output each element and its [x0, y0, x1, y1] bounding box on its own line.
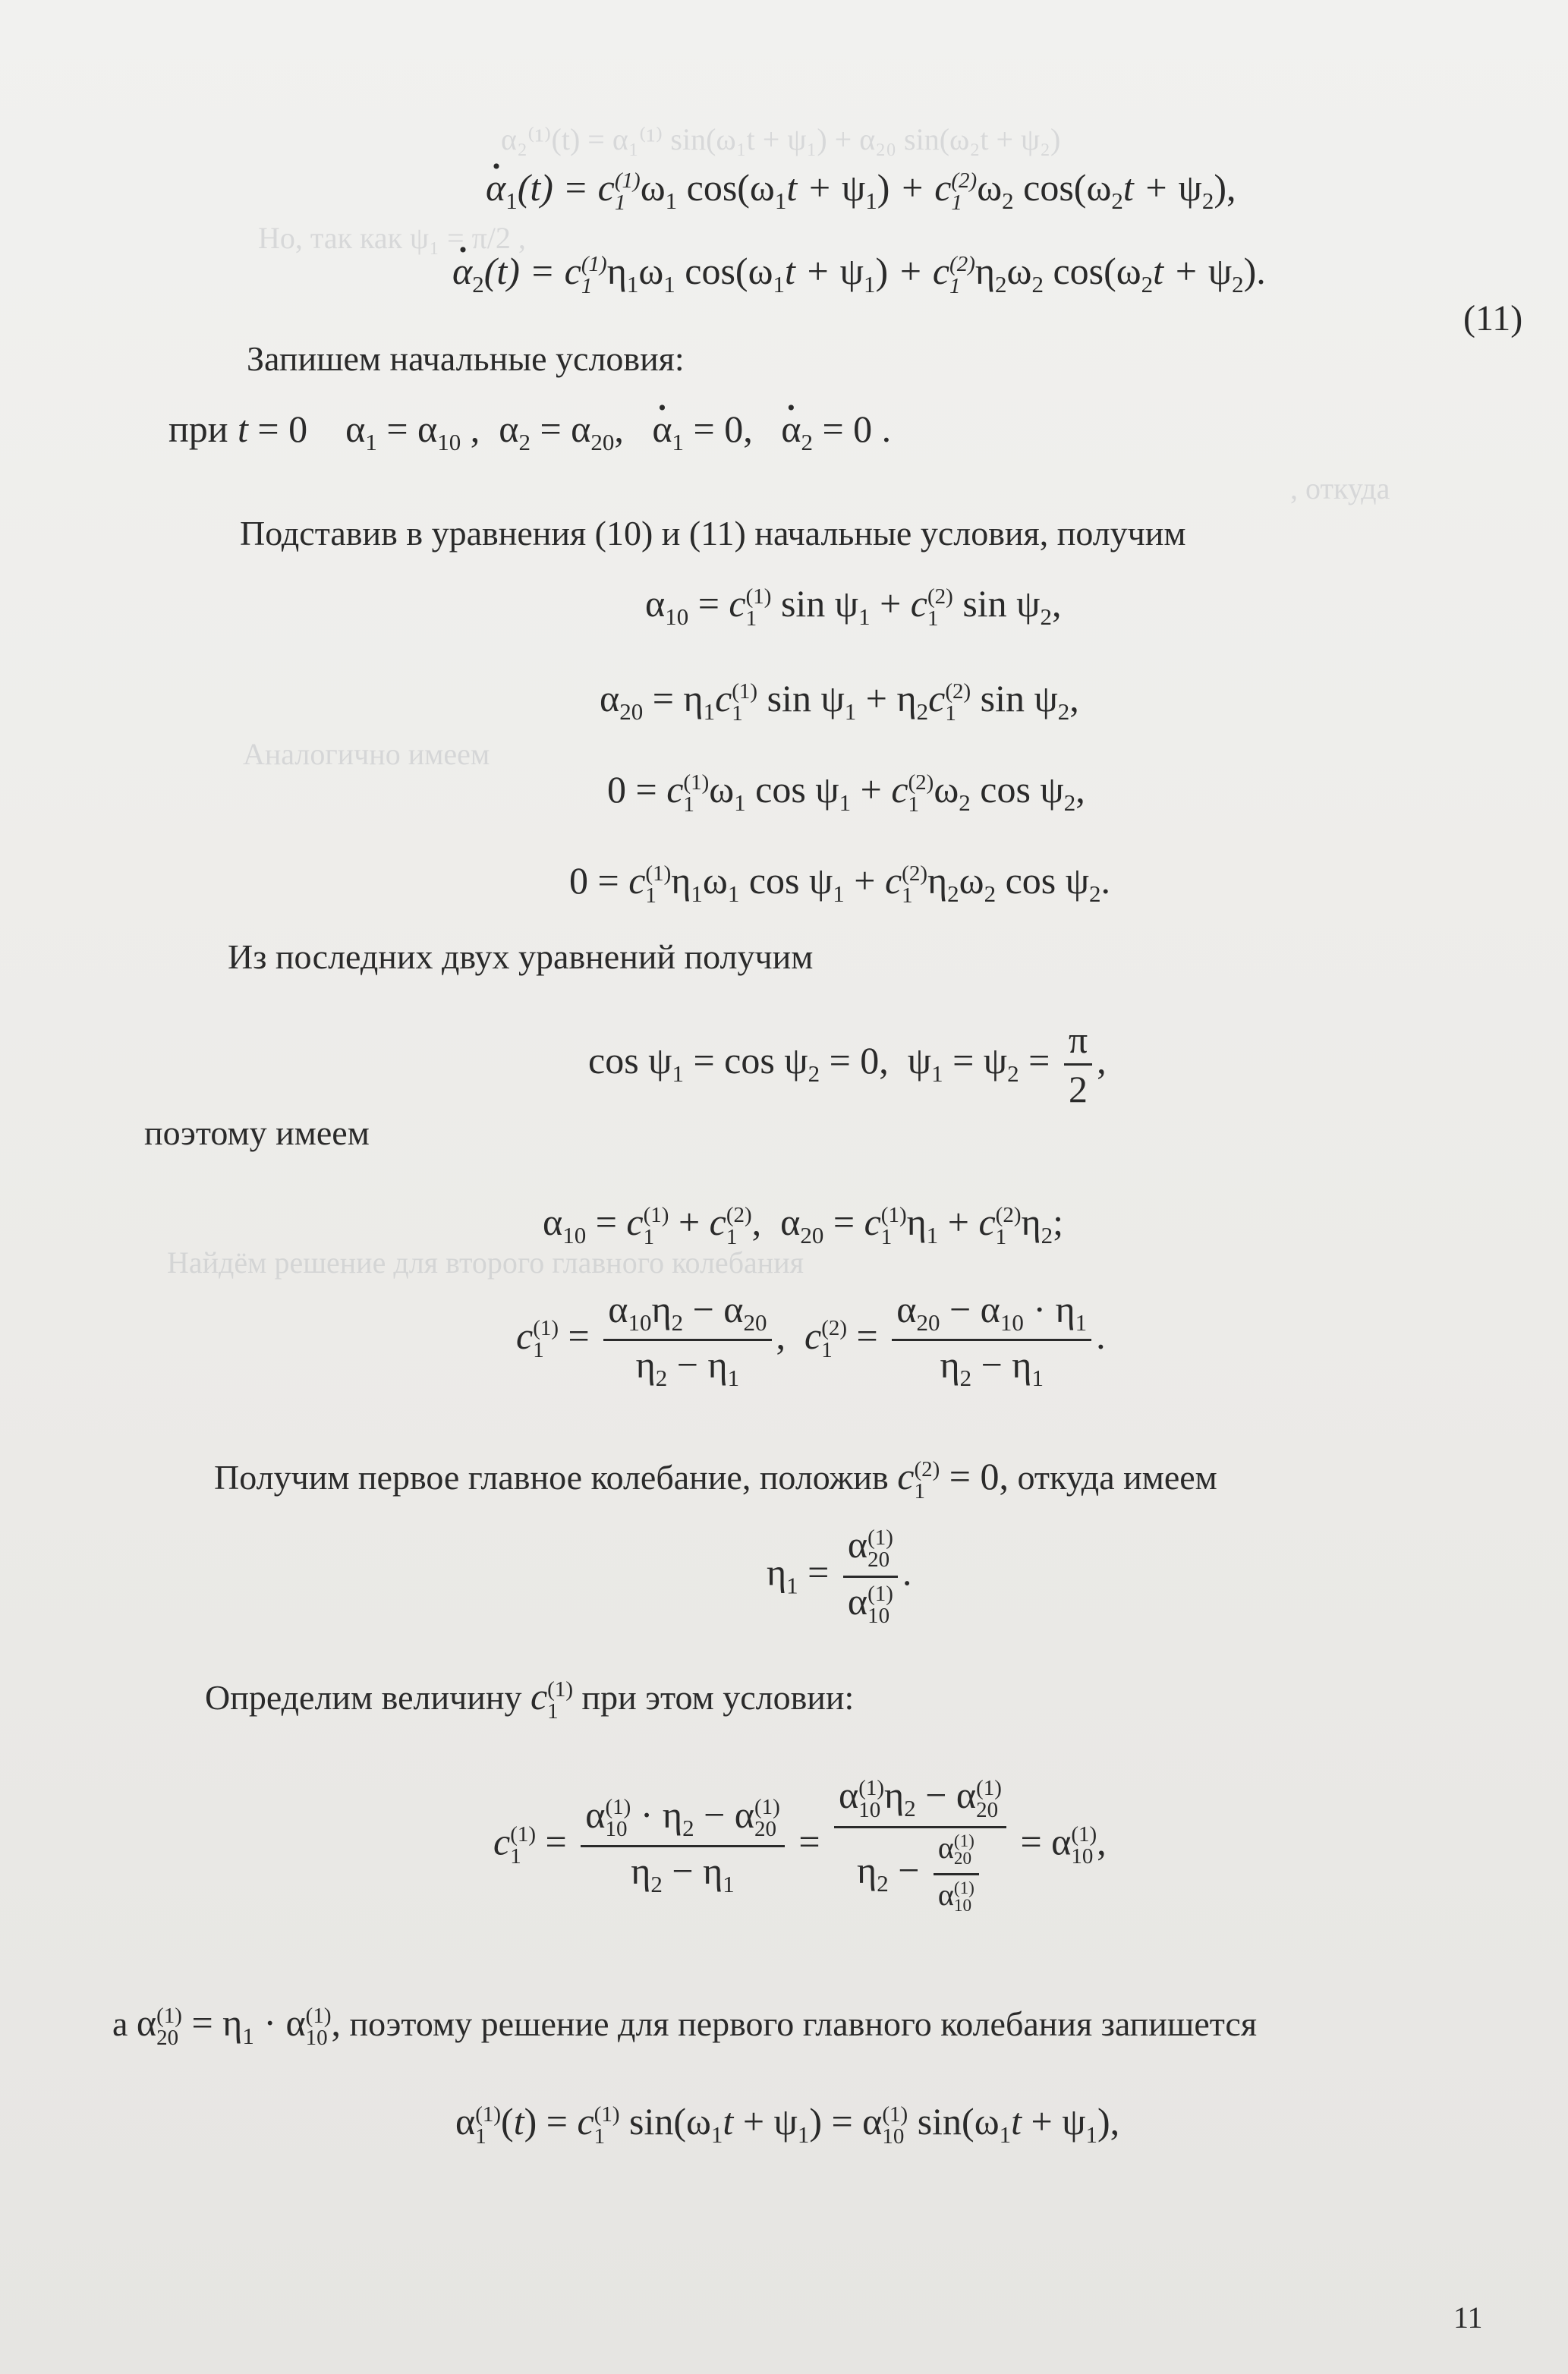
equation-system-line-2: $\alpha_{20} = \eta_1c$ (1) 1 $\sin \psi_1 + \eta_2c$ (2) 1 $\sin \psi_2$, — [600, 677, 1079, 726]
equation-system-line-4: 0 = c (1) 1 $\eta_1\omega_1$ $\cos \psi_1 + c$ (2) 1 $\eta_2\omega_2$ $\cos \psi_2$. — [569, 859, 1111, 908]
text-therefore: поэтому имеем — [144, 1113, 370, 1152]
page-number: 11 — [1453, 2300, 1483, 2335]
text-first-main-a: Получим первое главное колебание, положив — [214, 1458, 889, 1497]
bleed-through-text: Аналогично имеем — [243, 737, 490, 771]
condition-c1-2-zero: c (2) 1 = 0, — [897, 1455, 1009, 1503]
equation-system-line-1: $\alpha_{10} = c$ (1) 1 $\sin \psi_1 + c$ (2) 1 $\sin \psi_2$, — [645, 582, 1062, 631]
equation-alpha2-dot: · $\alpha_2(t) = c$ (1) 1 $\eta_1\omega_1$ $\cos(\omega_1t + \psi_1) + c$ (2) 1 $\eta_2\omega_2$ $\cos(\omega_2t + \psi_2)$. — [452, 252, 1266, 298]
equation-c-solutions: c (1) 1 = $\frac{\alpha_{10}\eta_2 - \alpha_{20}}{\eta_2 - \eta_1}$ , c (2) 1 = $\frac{\alpha_{20} - \alpha_{10} \cdot \eta_1}{\eta_2 - \eta_1}$ . — [516, 1288, 1106, 1391]
text-solution-b: поэтому решение для первого главного колебания запишется — [349, 2004, 1257, 2043]
equation-system-line-3: 0 = c (1) 1 $\omega_1$ $\cos \psi_1 + c$ (2) 1 $\omega_2$ $\cos \psi_2$, — [607, 768, 1085, 817]
text-determine-a: Определим величину — [205, 1678, 522, 1717]
bleed-through-text: , откуда — [1290, 471, 1390, 505]
equation-eta1: $\eta_1$ = α (1) 20 α (1) 10 . — [767, 1523, 912, 1629]
equation-cos-psi: $\cos \psi_1 = \cos \psi_2 = 0$, $\psi_1 = \psi_2$ = $\frac{\pi}{2}$ , — [588, 1019, 1107, 1110]
text-write-initial-conditions: Запишем начальные условия: — [247, 339, 685, 378]
text-first-main-oscillation — [214, 1457, 1217, 1503]
bleed-through-text: Найдём решение для второго главного колебания — [167, 1245, 804, 1280]
equation-alpha1-dot: · $\alpha_1(t) = c$ (1) 1 $\omega_1$ $\cos(\omega_1t + \psi_1) + c$ (2) 1 $\omega_2$ $\cos(\omega_2t + \psi_2)$, — [486, 168, 1236, 214]
text-solution-intro — [112, 2001, 1257, 2050]
text-first-main-b: откуда имеем — [1017, 1458, 1217, 1497]
equation-c1-value: c (1) 1 = α (1) 10 · $\eta_2 - \alpha$ (1) 20 $\eta_2 - \eta_1$ = α (1) 10 $\eta_2 - \alpha$ (1) 20 $\eta_2$ − α (1) 20 α (1) 10 = α (1) 10 , — [493, 1774, 1107, 1916]
equation-final-solution: α (1) 1 (t) = c (1) 1 $\sin(\omega_1t + \psi_1) = \alpha$ (1) 10 $\sin(\omega_1t + \psi_1)$, — [455, 2100, 1120, 2149]
text-solution-a: а — [112, 2004, 128, 2043]
equation-alpha-sums: $\alpha_{10} = c$ (1) 1 + c (2) 1 , $\alpha_{20} = c$ (1) 1 $\eta_1 + c$ (2) 1 $\eta_2$; — [543, 1201, 1064, 1249]
text-determine — [205, 1677, 854, 1723]
text-substituting: Подставив в уравнения (10) и (11) начальные условия, получим — [240, 514, 1186, 553]
equation-initial-conditions: при t = 0 $\alpha_1 = \alpha_{10}$ , $\alpha_2 = \alpha_{20}$, · $\alpha_1 = 0$, · $\alpha_2 = 0$ . — [168, 410, 891, 454]
symbol-c1-1: c (1) 1 — [530, 1675, 573, 1724]
text-from-last-two: Из последних двух уравнений получим — [228, 937, 814, 976]
text-determine-b: при этом условии: — [581, 1678, 855, 1717]
bleed-through-text: Но, так как ψ₁ = π/2 , — [258, 221, 526, 255]
bleed-through-text: α₂⁽¹⁾(t) = α₁⁽¹⁾ sin(ω₁t + ψ₁) + α₂₀ sin(ω₂t + ψ₂) — [501, 122, 1061, 156]
relation-alpha20-eta1-alpha10: α (1) 20 = $\eta_1 \cdot \alpha$ (1) 10 , — [136, 2001, 341, 2050]
equation-number: (11) — [1463, 298, 1523, 338]
